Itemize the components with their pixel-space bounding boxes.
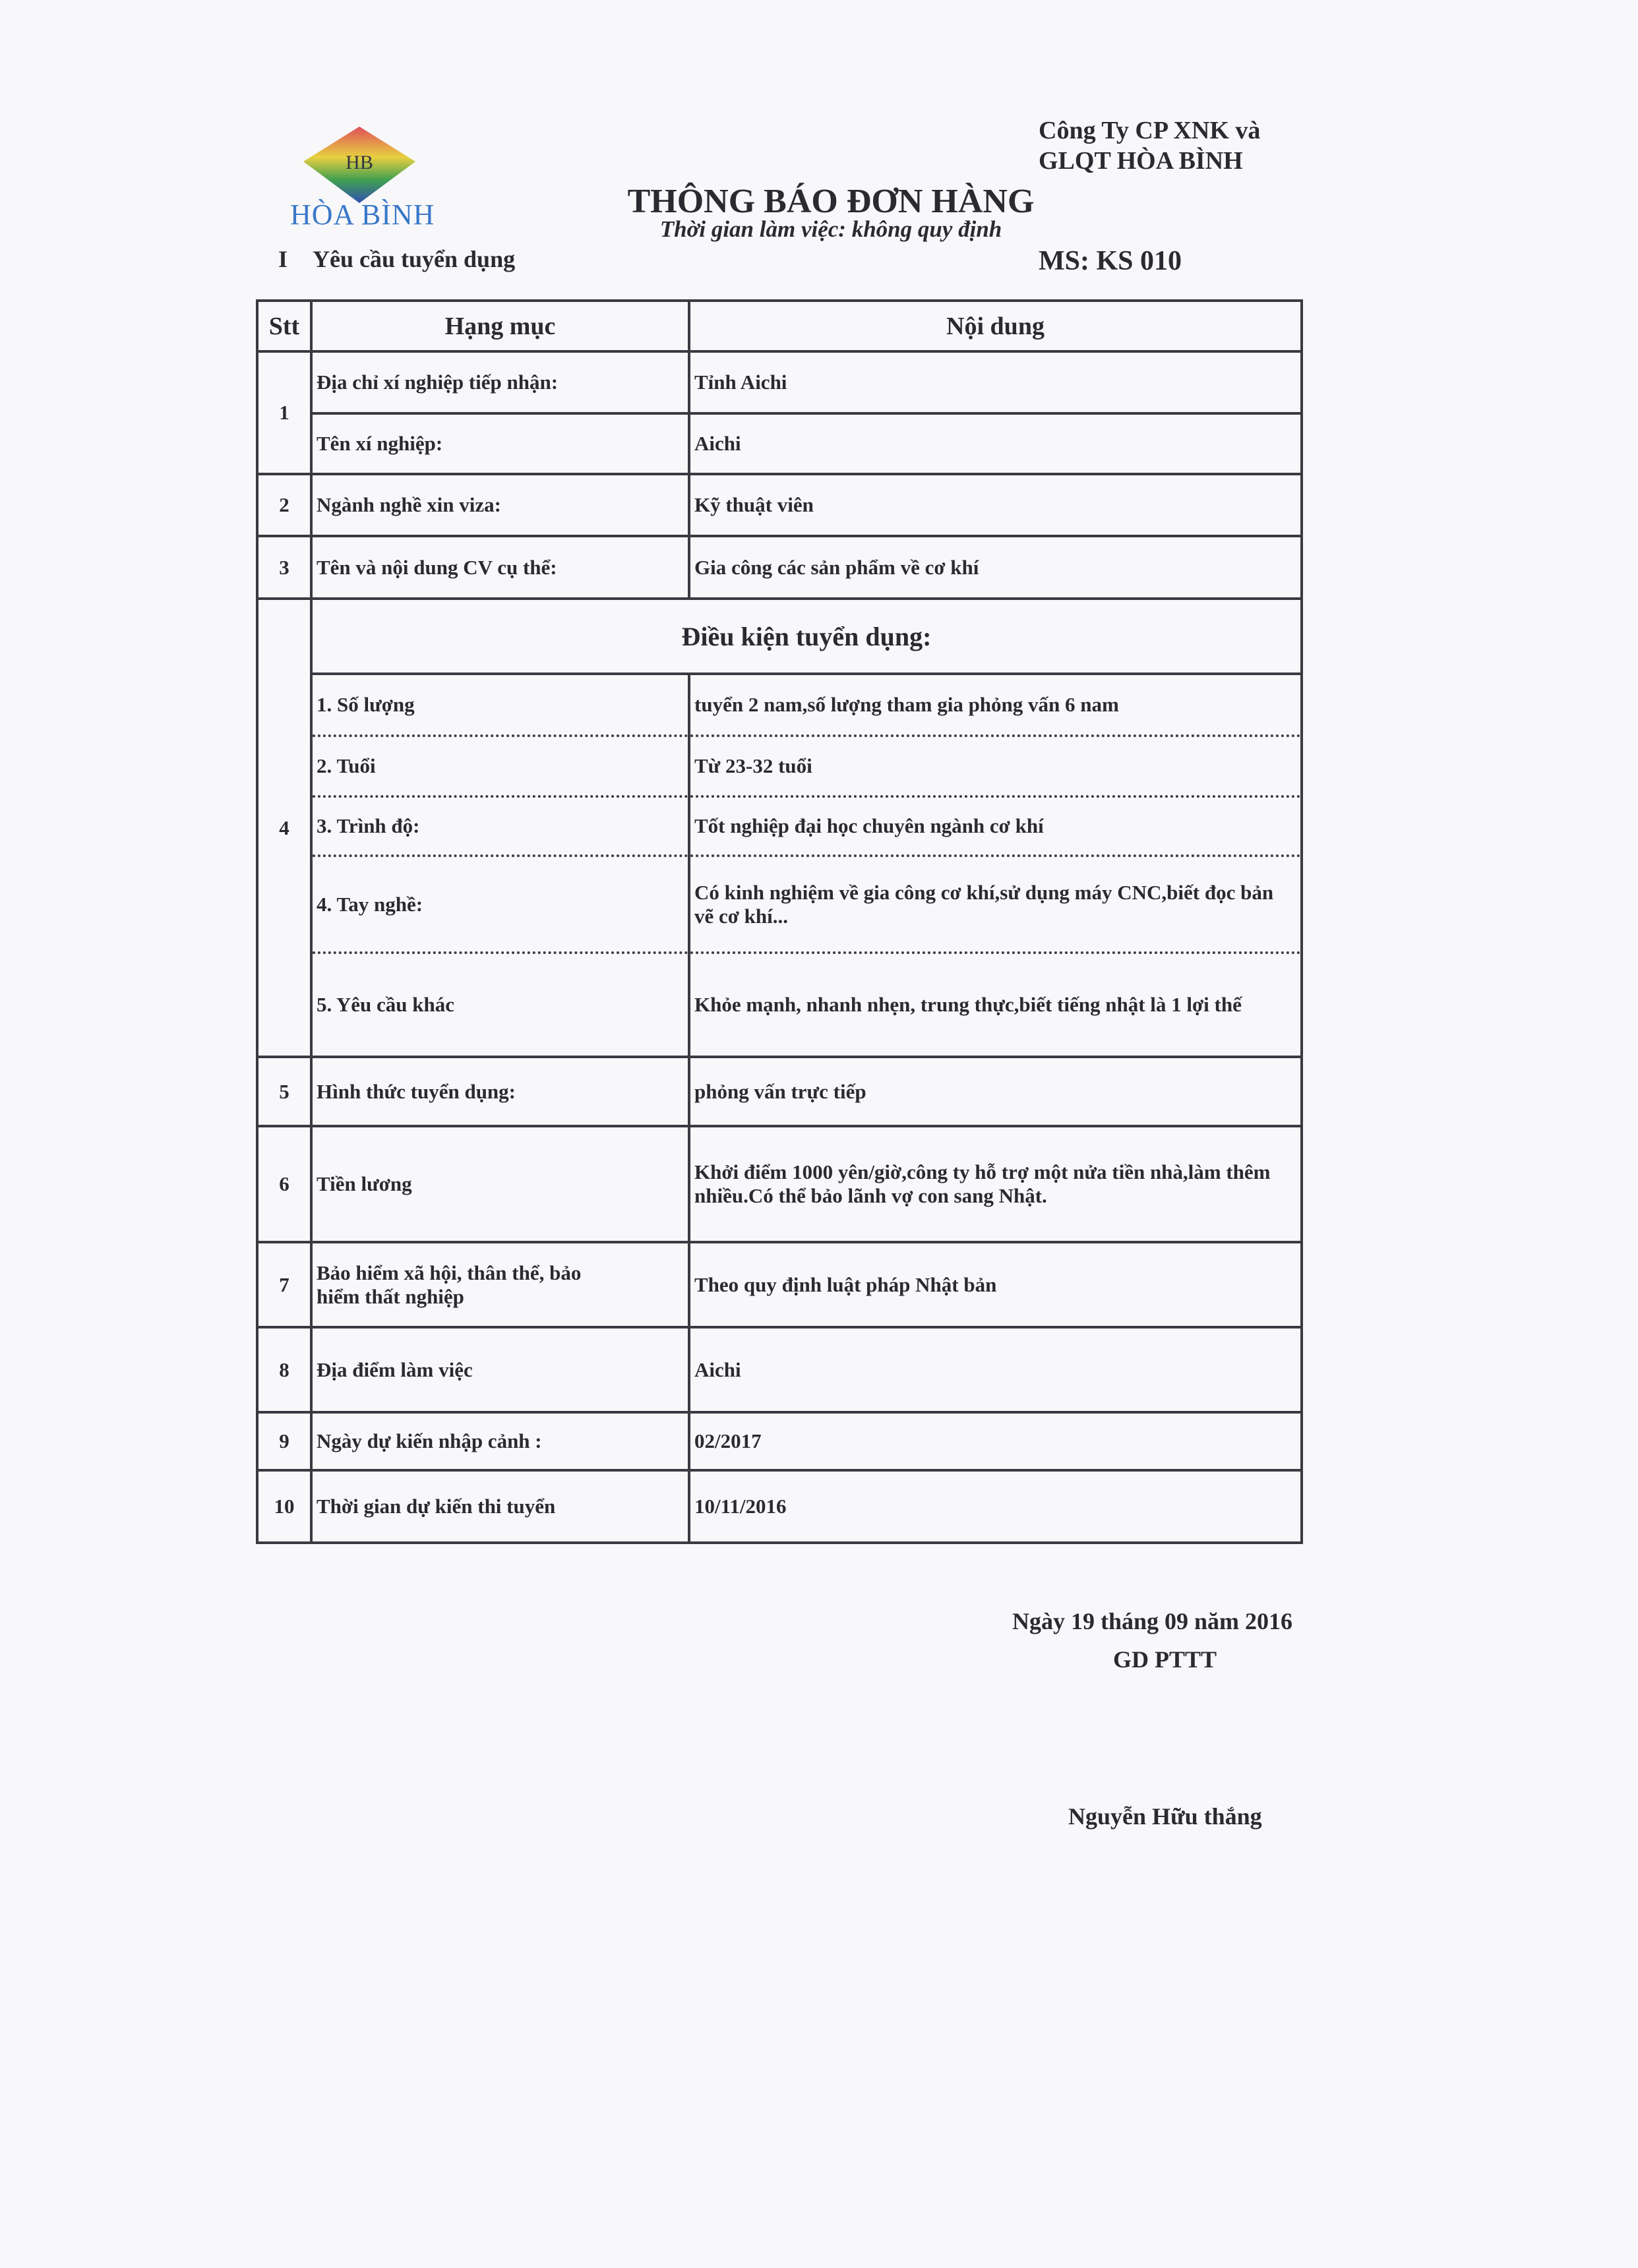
table-row bbox=[257, 856, 1302, 953]
row-value: Khỏe mạnh, nhanh nhẹn, trung thực,biết tiếng nhật là 1 lợi thế bbox=[689, 953, 1302, 1057]
table-row bbox=[257, 1057, 1302, 1126]
row-value: Theo quy định luật pháp Nhật bản bbox=[689, 1242, 1302, 1327]
row-label: Địa chỉ xí nghiệp tiếp nhận: bbox=[311, 351, 689, 413]
header-content: Nội dung bbox=[689, 301, 1302, 351]
section-number: I bbox=[278, 246, 288, 272]
logo-name: HÒA BÌNH bbox=[290, 198, 435, 231]
table-row bbox=[257, 736, 1302, 796]
header-stt: Stt bbox=[257, 301, 311, 351]
row-number: 4 bbox=[257, 599, 311, 1057]
row-number: 8 bbox=[257, 1327, 311, 1412]
section-label: Yêu cầu tuyển dụng bbox=[313, 246, 516, 272]
row-label: Hình thức tuyển dụng: bbox=[311, 1057, 689, 1126]
signer-name: Nguyễn Hữu thắng bbox=[1068, 1803, 1262, 1830]
row-value: Từ 23-32 tuổi bbox=[689, 736, 1302, 796]
signer-role: GD PTTT bbox=[1113, 1646, 1217, 1673]
row-label: Tiền lương bbox=[311, 1126, 689, 1242]
table-row bbox=[257, 1126, 1302, 1242]
table-row bbox=[257, 413, 1302, 474]
row-number: 5 bbox=[257, 1057, 311, 1126]
page-subtitle: Thời gian làm việc: không quy định bbox=[659, 216, 1002, 242]
table-row bbox=[257, 953, 1302, 1057]
row-value: Có kinh nghiệm về gia công cơ khí,sử dụng máy CNC,biết đọc bản vẽ cơ khí... bbox=[689, 856, 1302, 953]
row-label: 4. Tay nghề: bbox=[311, 856, 689, 953]
row-label: 1. Số lượng bbox=[311, 674, 689, 736]
table-row bbox=[257, 796, 1302, 856]
row-number: 3 bbox=[257, 536, 311, 599]
row-value: phỏng vấn trực tiếp bbox=[689, 1057, 1302, 1126]
table-row bbox=[257, 1327, 1302, 1412]
row-value: Aichi bbox=[689, 1327, 1302, 1412]
row-value: Kỹ thuật viên bbox=[689, 474, 1302, 536]
row-label: 5. Yêu cầu khác bbox=[311, 953, 689, 1057]
row-number: 10 bbox=[257, 1470, 311, 1543]
row-value: Aichi bbox=[689, 413, 1302, 474]
company-name-line2: GLQT HÒA BÌNH bbox=[1039, 147, 1243, 175]
row-label: Thời gian dự kiến thi tuyển bbox=[311, 1470, 689, 1543]
row-number: 7 bbox=[257, 1242, 311, 1327]
row-label: Tên xí nghiệp: bbox=[311, 413, 689, 474]
table-row bbox=[257, 1470, 1302, 1543]
row-value: 10/11/2016 bbox=[689, 1470, 1302, 1543]
row-label: 3. Trình độ: bbox=[311, 796, 689, 856]
row-number: 1 bbox=[257, 351, 311, 474]
table-row bbox=[257, 1242, 1302, 1327]
row-value: tuyển 2 nam,số lượng tham gia phỏng vấn 6 nam bbox=[689, 674, 1302, 736]
section-heading bbox=[278, 245, 515, 273]
page-title: THÔNG BÁO ĐƠN HÀNG bbox=[627, 183, 1035, 220]
table-row bbox=[257, 1412, 1302, 1470]
row-number: 2 bbox=[257, 474, 311, 536]
row-label: Ngành nghề xin viza: bbox=[311, 474, 689, 536]
table-row bbox=[257, 674, 1302, 736]
table-row bbox=[257, 351, 1302, 413]
header-category: Hạng mục bbox=[311, 301, 689, 351]
row-label: Địa điểm làm việc bbox=[311, 1327, 689, 1412]
order-code: MS: KS 010 bbox=[1039, 246, 1182, 276]
order-table bbox=[256, 299, 1303, 1544]
row-label: 2. Tuổi bbox=[311, 736, 689, 796]
row-value: Khởi điểm 1000 yên/giờ,công ty hỗ trợ một nửa tiền nhà,làm thêm nhiều.Có thể bảo lãnh vợ con sang Nhật. bbox=[689, 1126, 1302, 1242]
row-label: Ngày dự kiến nhập cảnh : bbox=[311, 1412, 689, 1470]
row-label: Bảo hiểm xã hội, thân thể, bảo hiểm thất nghiệp bbox=[311, 1242, 689, 1327]
row-number: 6 bbox=[257, 1126, 311, 1242]
table-row bbox=[257, 599, 1302, 674]
row-number: 9 bbox=[257, 1412, 311, 1470]
company-name-line1: Công Ty CP XNK và bbox=[1039, 117, 1261, 144]
table-header bbox=[257, 301, 1302, 351]
table-row bbox=[257, 536, 1302, 599]
row-value: 02/2017 bbox=[689, 1412, 1302, 1470]
svg-text:HB: HB bbox=[346, 152, 373, 173]
row-value: Tốt nghiệp đại học chuyên ngành cơ khí bbox=[689, 796, 1302, 856]
conditions-heading: Điều kiện tuyển dụng: bbox=[311, 599, 1302, 674]
row-value: Gia công các sản phẩm về cơ khí bbox=[689, 536, 1302, 599]
row-label: Tên và nội dung CV cụ thể: bbox=[311, 536, 689, 599]
row-value: Tỉnh Aichi bbox=[689, 351, 1302, 413]
table-row bbox=[257, 474, 1302, 536]
signature-date: Ngày 19 tháng 09 năm 2016 bbox=[1012, 1608, 1293, 1634]
